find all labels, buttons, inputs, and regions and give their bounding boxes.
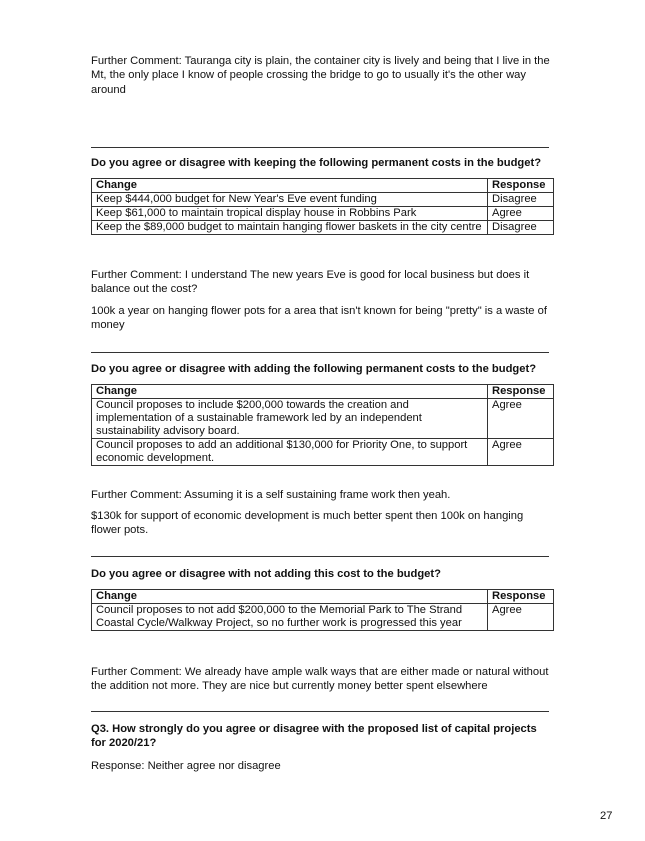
change-cell: Keep $61,000 to maintain tropical display house in Robbins Park — [92, 207, 488, 221]
further-comment-4: Further Comment: We already have ample walk ways that are either made or natural without the addition not more. They are nice but currently money better spent elsewhere — [91, 666, 549, 693]
response-cell: Disagree — [488, 221, 554, 235]
change-cell: Keep $444,000 budget for New Year's Eve event funding — [92, 193, 488, 207]
section-divider — [91, 556, 549, 557]
table-header-row — [92, 590, 554, 604]
table-row — [92, 193, 554, 207]
section2-table — [91, 384, 554, 466]
section2-question: Do you agree or disagree with adding the following permanent costs to the budget? — [91, 363, 537, 375]
change-cell: Council proposes to include $200,000 towards the creation and implementation of a sustainable framework led by an independent sustainability advisory board. — [92, 399, 488, 439]
table-row — [92, 399, 554, 439]
response-header: Response — [488, 385, 554, 399]
further-comment-1: Further Comment: Tauranga city is plain, the container city is lively and being that I live in the Mt, the only place I know of people crossing the bridge to go to usually it's the other way around — [91, 55, 550, 96]
page-number: 27 — [600, 810, 613, 822]
response-cell: Agree — [488, 439, 554, 466]
response-header: Response — [488, 179, 554, 193]
response-cell: Agree — [488, 207, 554, 221]
table-row — [92, 207, 554, 221]
change-header: Change — [92, 385, 488, 399]
response-cell: Agree — [488, 604, 554, 631]
further-comment-3a: Further Comment: Assuming it is a self sustaining frame work then yeah. — [91, 489, 451, 501]
section-divider — [91, 147, 549, 148]
change-cell: Council proposes to add an additional $130,000 for Priority One, to support economic development. — [92, 439, 488, 466]
further-comment-2b: 100k a year on hanging flower pots for a area that isn't known for being "pretty" is a waste of money — [91, 305, 547, 332]
section1-question: Do you agree or disagree with keeping the following permanent costs in the budget? — [91, 157, 542, 169]
change-header: Change — [92, 590, 488, 604]
change-header: Change — [92, 179, 488, 193]
q3-question: Q3. How strongly do you agree or disagree with the proposed list of capital projects for 2020/21? — [91, 723, 537, 750]
change-cell: Council proposes to not add $200,000 to the Memorial Park to The Strand Coastal Cycle/Walkway Project, so no further work is progressed this year — [92, 604, 488, 631]
response-cell: Disagree — [488, 193, 554, 207]
table-row — [92, 439, 554, 466]
response-header: Response — [488, 590, 554, 604]
section1-table — [91, 178, 554, 235]
q3-response: Response: Neither agree nor disagree — [91, 760, 281, 772]
table-header-row — [92, 385, 554, 399]
section-divider — [91, 352, 549, 353]
section3-table — [91, 589, 554, 631]
change-cell: Keep the $89,000 budget to maintain hanging flower baskets in the city centre — [92, 221, 488, 235]
table-row — [92, 221, 554, 235]
table-header-row — [92, 179, 554, 193]
section-divider — [91, 711, 549, 712]
response-cell: Agree — [488, 399, 554, 439]
section3-question: Do you agree or disagree with not adding this cost to the budget? — [91, 568, 441, 580]
further-comment-3b: $130k for support of economic development is much better spent then 100k on hanging flower pots. — [91, 510, 524, 537]
further-comment-2a: Further Comment: I understand The new years Eve is good for local business but does it balance out the cost? — [91, 269, 530, 296]
table-row — [92, 604, 554, 631]
